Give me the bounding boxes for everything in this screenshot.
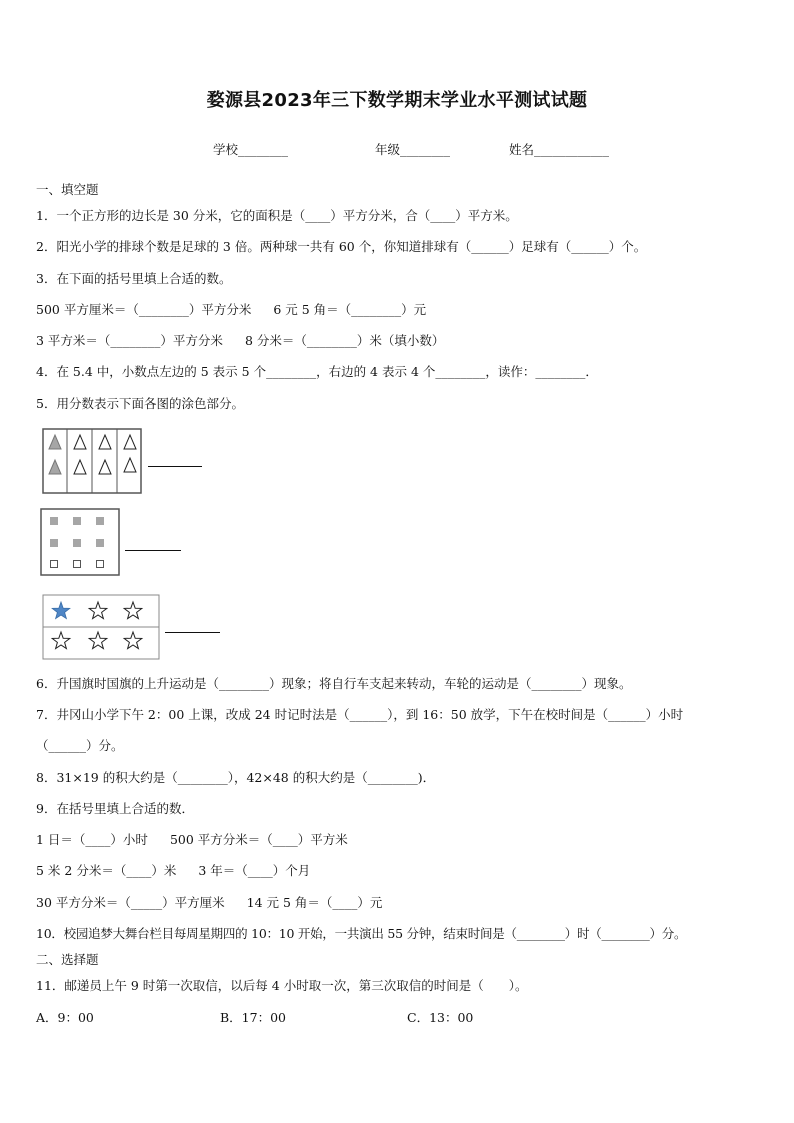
grade-field: 年级________: [375, 142, 451, 157]
figure-stars: [42, 594, 160, 664]
star-empty: [124, 632, 142, 649]
question-9-item-4: 3 年＝（____）个月: [198, 863, 311, 878]
question-11-option-a: A．9：00: [36, 1010, 94, 1025]
triangle-empty: [74, 435, 86, 449]
name-field: 姓名____________: [509, 142, 610, 157]
question-3-item-4: 8 分米＝（________）米（填小数）: [244, 333, 445, 348]
question-3-item-1: 500 平方厘米＝（________）平方分米: [36, 302, 252, 317]
question-3: 3．在下面的括号里填上合适的数。: [36, 271, 232, 286]
question-9-item-1: 1 日＝（____）小时: [36, 832, 148, 847]
triangle-shaded: [49, 435, 61, 449]
question-9: 9．在括号里填上合适的数．: [36, 801, 194, 816]
star-shaded: [52, 602, 70, 619]
question-9-item-3: 5 米 2 分米＝（____）米: [36, 863, 177, 878]
figure-triangles: [42, 428, 142, 498]
question-1: 1．一个正方形的边长是 30 分米，它的面积是（____）平方分米，合（____）平方米。: [36, 208, 518, 223]
question-9-row-3: [36, 895, 382, 911]
question-2: 2．阳光小学的排球个数是足球的 3 倍。两种球一共有 60 个，你知道排球有（______）足球有（______）个。: [36, 239, 647, 254]
question-10: 10．校园追梦大舞台栏目每周星期四的 10：10 开始，一共演出 55 分钟，结束时间是（________）时（________）分。: [36, 926, 687, 941]
section-fill-in: 一、填空题: [36, 182, 99, 197]
question-5: 5．用分数表示下面各图的涂色部分。: [36, 396, 244, 411]
question-9-row-1: [36, 832, 348, 848]
question-9-item-2: 500 平方分米＝（____）平方米: [169, 832, 348, 847]
question-6: 6．升国旗时国旗的上升运动是（________）现象；将自行车支起来转动，车轮的运动是（________）现象。: [36, 676, 632, 691]
question-9-item-6: 14 元 5 角＝（____）元: [246, 895, 383, 910]
star-empty: [89, 632, 107, 649]
question-3-item-2: 6 元 5 角＝（________）元: [273, 302, 427, 317]
answer-line-2: [125, 550, 181, 551]
star-empty: [124, 602, 142, 619]
triangle-empty: [99, 460, 111, 474]
question-7: 7．井冈山小学下午 2：00 上课，改成 24 时记时法是（______），到 16：50 放学，下午在校时间是（______）小时: [36, 707, 684, 722]
question-7-continued: （______）分。: [36, 738, 124, 753]
question-3-row-2: [36, 333, 444, 349]
question-9-item-5: 30 平方分米＝（_____）平方厘米: [36, 895, 225, 910]
star-empty: [52, 632, 70, 649]
question-8: 8．31×19 的积大约是（________），42×48 的积大约是（________)．: [36, 770, 436, 785]
triangle-empty: [124, 458, 136, 472]
answer-line-3: [165, 632, 220, 633]
school-field: 学校________: [213, 142, 289, 157]
question-4: 4．在 5.4 中，小数点左边的 5 表示 5 个________，右边的 4 表示 4 个________，读作：________．: [36, 364, 598, 379]
question-3-item-3: 3 平方米＝（________）平方分米: [36, 333, 223, 348]
question-3-row-1: [36, 302, 426, 318]
question-11-option-b: B．17：00: [220, 1010, 286, 1025]
triangle-empty: [124, 435, 136, 449]
question-11-option-c: C．13：00: [407, 1010, 474, 1025]
page-title: 婺源县2023年三下数学期末学业水平测试试题: [206, 90, 588, 111]
figure-squares: [40, 508, 120, 580]
question-9-row-2: [36, 863, 310, 879]
answer-line-1: [148, 466, 202, 467]
star-empty: [89, 602, 107, 619]
triangle-empty: [99, 435, 111, 449]
question-11: 11．邮递员上午 9 时第一次取信，以后每 4 小时取一次，第三次取信的时间是（ ）。: [36, 978, 528, 993]
triangle-shaded: [49, 460, 61, 474]
triangle-empty: [74, 460, 86, 474]
section-multiple-choice: 二、选择题: [36, 952, 99, 967]
